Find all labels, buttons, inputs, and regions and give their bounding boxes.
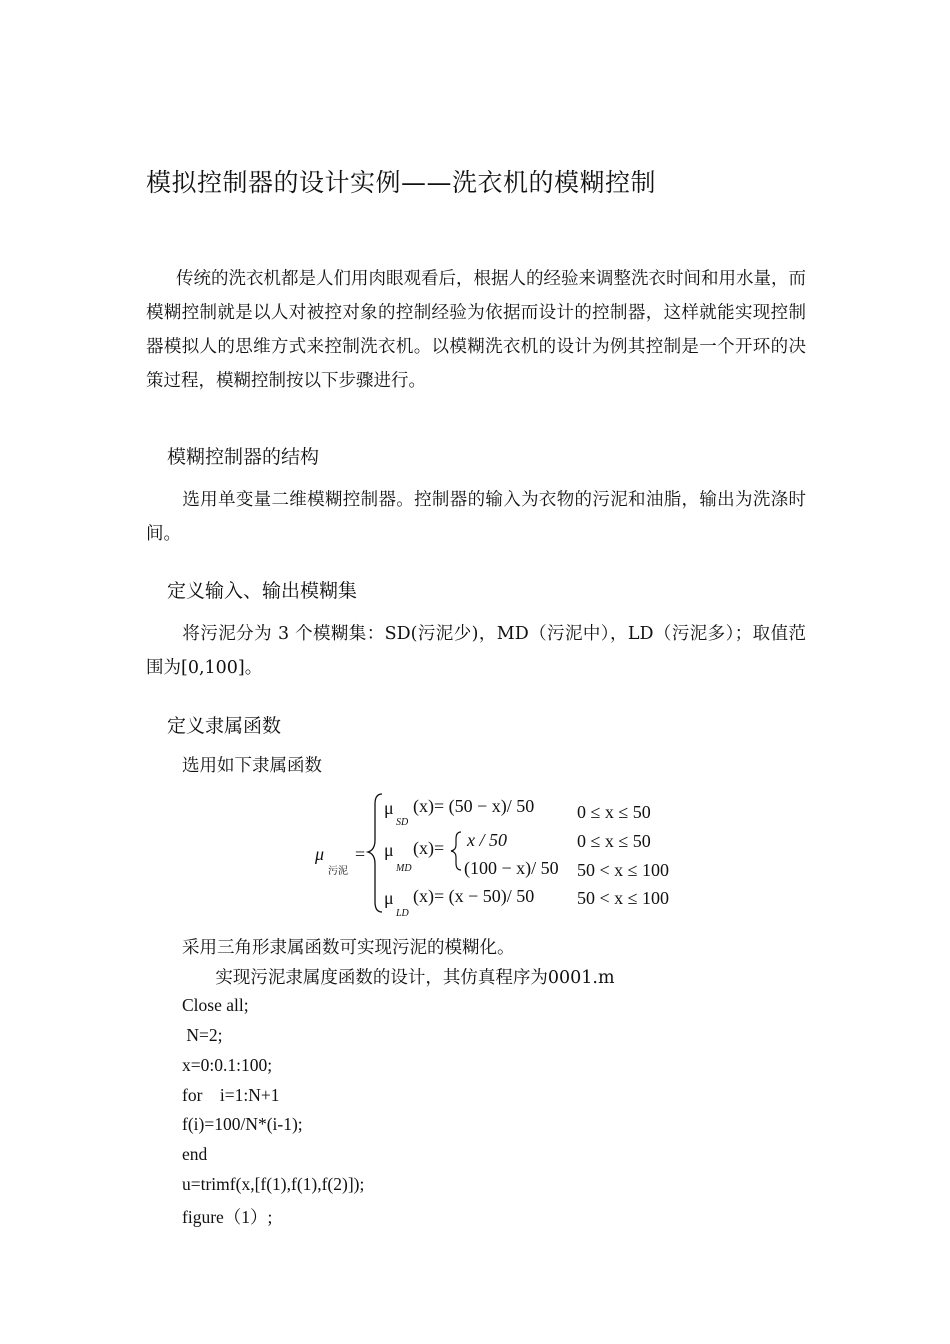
formula-ld-sub: LD: [396, 908, 409, 919]
intro-text: 传统的洗衣机都是人们用肉眼观看后，根据人的经验来调整洗衣时间和用水量，而模糊控制就是以人对被控对象的控制经验为依据而设计的控制器，这样就能实现控制器模拟人的思维方式来控制洗衣机。以模糊洗衣机的设计为例其控制是一个开环的决策过程，模糊控制按以下步骤进行。: [146, 269, 806, 391]
formula-md-lhs: (x)=: [413, 838, 445, 858]
code-line: Close all;: [182, 995, 249, 1015]
formula-md-sub: MD: [396, 863, 412, 874]
code-line: end: [182, 1144, 208, 1164]
intro-paragraph: [146, 262, 806, 398]
section-body-structure: [146, 483, 806, 551]
section-heading-structure: 模糊控制器的结构: [167, 446, 320, 468]
formula-md-mu: μ: [384, 840, 394, 860]
formula-ld-mu: μ: [384, 888, 394, 908]
formula-sd-sub: SD: [396, 817, 409, 828]
code-line: figure（1）;: [182, 1207, 273, 1227]
code-line: N=2;: [182, 1025, 223, 1045]
code-line: x=0:0.1:100;: [182, 1055, 273, 1075]
section-body-text: 将污泥分为 3 个模糊集：SD(污泥少)，MD（污泥中），LD（污泥多）；取值范围为[0,100]。: [146, 624, 806, 678]
membership-intro: 选用如下隶属函数: [182, 756, 322, 776]
program-intro: 实现污泥隶属度函数的设计，其仿真程序为0001.m: [182, 968, 615, 988]
formula-lhs-sub: 污泥: [328, 866, 348, 877]
section-body-fuzzy-sets: [146, 617, 806, 685]
after-formula-text: 采用三角形隶属函数可实现污泥的模糊化。: [182, 938, 515, 958]
page-title: 模拟控制器的设计实例——洗衣机的模糊控制: [146, 168, 657, 197]
formula-sd-mu: μ: [384, 798, 394, 818]
formula-sd-expr: (x)= (50 − x)/ 50: [413, 796, 535, 816]
section-heading-fuzzy-sets: 定义输入、输出模糊集: [167, 580, 358, 602]
formula-md-cond2: 50 < x ≤ 100: [577, 860, 670, 880]
formula-md-expr1: x / 50: [467, 830, 507, 850]
formula-md-expr2: (100 − x)/ 50: [464, 858, 559, 878]
membership-formula: [310, 790, 710, 920]
section-body-text: 选用单变量二维模糊控制器。控制器的输入为衣物的污泥和油脂，输出为洗涤时间。: [146, 490, 806, 544]
code-line: f(i)=100/N*(i-1);: [182, 1114, 303, 1134]
section-heading-membership: 定义隶属函数: [167, 715, 282, 737]
formula-ld-expr: (x)= (x − 50)/ 50: [413, 886, 535, 906]
formula-md-cond1: 0 ≤ x ≤ 50: [577, 831, 651, 851]
formula-sd-cond: 0 ≤ x ≤ 50: [577, 802, 651, 822]
formula-lhs-mu: μ: [315, 844, 325, 864]
formula-ld-cond: 50 < x ≤ 100: [577, 888, 670, 908]
formula-eq: =: [355, 844, 366, 864]
code-line: u=trimf(x,[f(1),f(1),f(2)]);: [182, 1174, 365, 1194]
code-line: for i=1:N+1: [182, 1085, 280, 1105]
